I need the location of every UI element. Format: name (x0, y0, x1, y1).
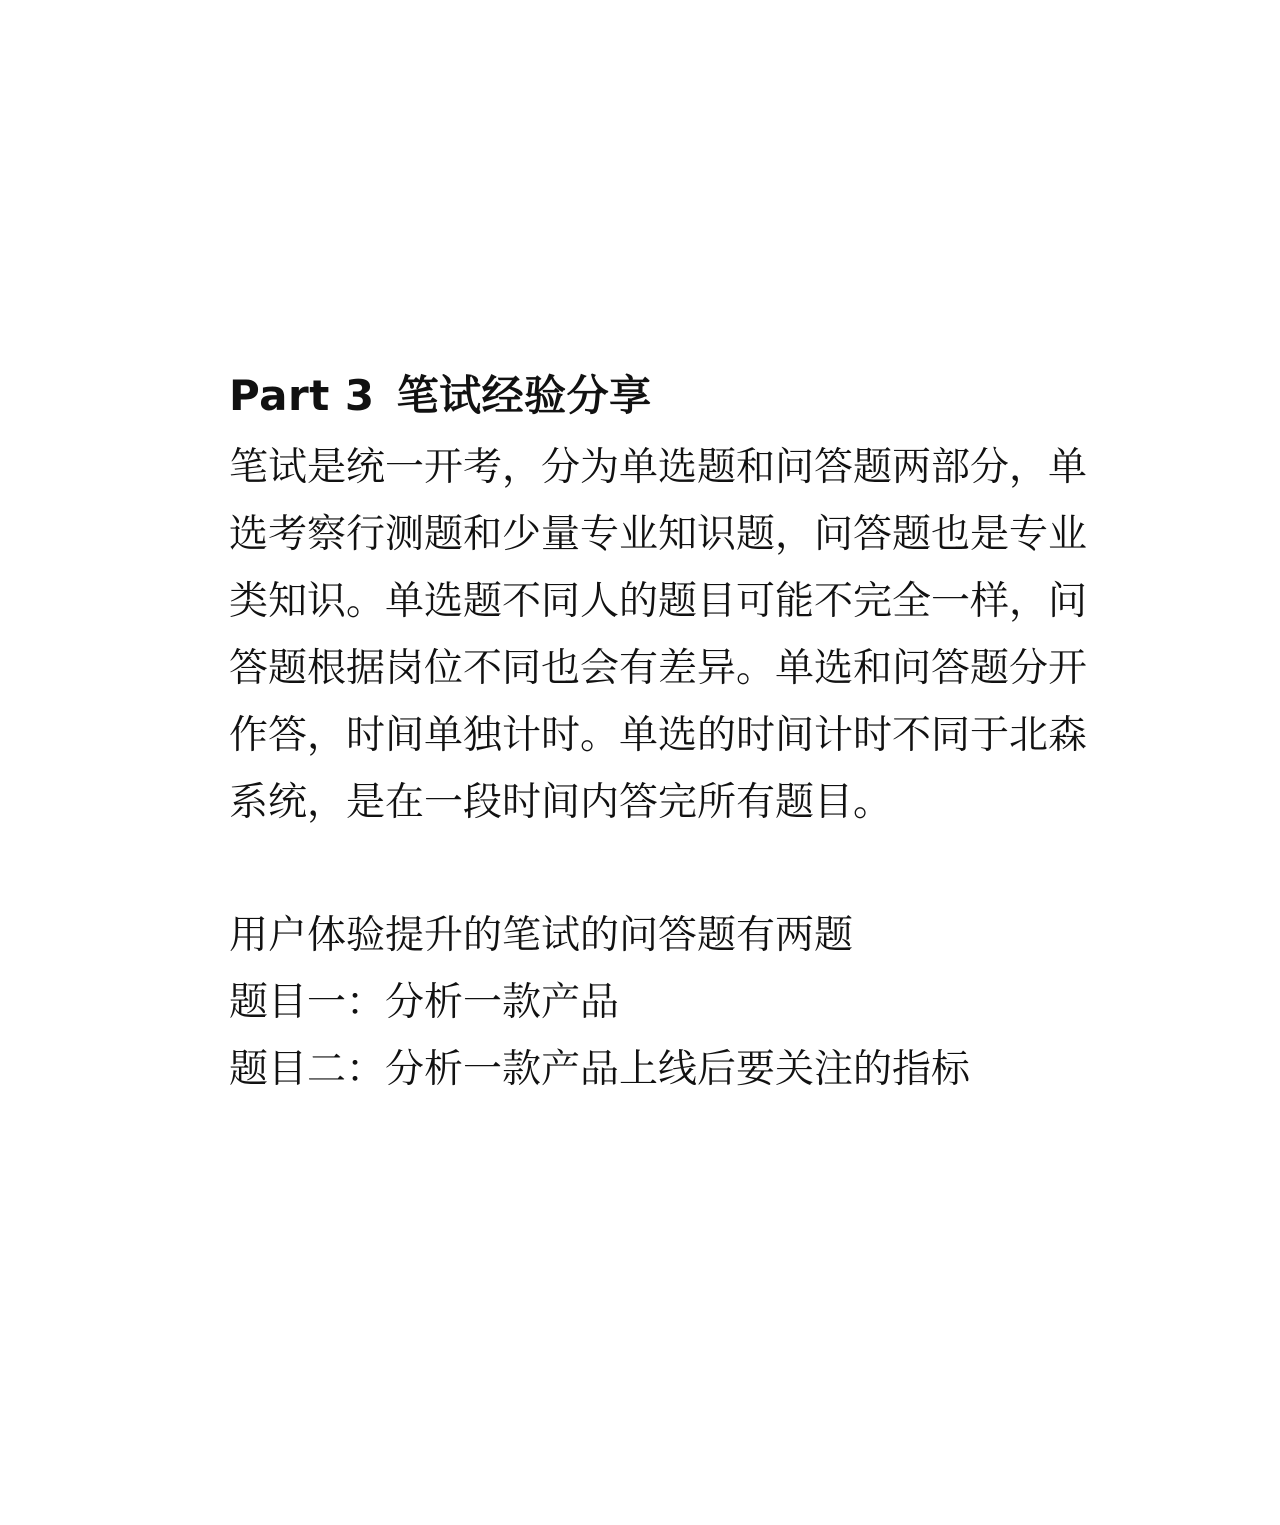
paragraph-line: 答题根据岗位不同也会有差异。单选和问答题分开 (229, 646, 1088, 691)
section-heading (229, 368, 1139, 424)
question-item: 题目一：分析一款产品 (229, 980, 620, 1025)
paragraph-line: 选考察行测题和少量专业知识题，问答题也是专业 (229, 512, 1088, 557)
body-paragraph (229, 434, 1139, 836)
paragraph-line: 作答，时间单独计时。单选的时间计时不同于北森 (229, 713, 1088, 758)
document-content (229, 368, 1139, 1103)
paragraph-line: 系统，是在一段时间内答完所有题目。 (229, 780, 893, 825)
paragraph-line: 笔试是统一开考，分为单选题和问答题两部分，单 (229, 445, 1088, 490)
question-intro: 用户体验提升的笔试的问答题有两题 (229, 913, 854, 958)
part-label: Part 3 (229, 371, 375, 420)
section-title: 笔试经验分享 (396, 371, 652, 420)
question-item: 题目二：分析一款产品上线后要关注的指标 (229, 1047, 971, 1092)
paragraph-line: 类知识。单选题不同人的题目可能不完全一样，问 (229, 579, 1088, 624)
question-list (229, 902, 1139, 1103)
